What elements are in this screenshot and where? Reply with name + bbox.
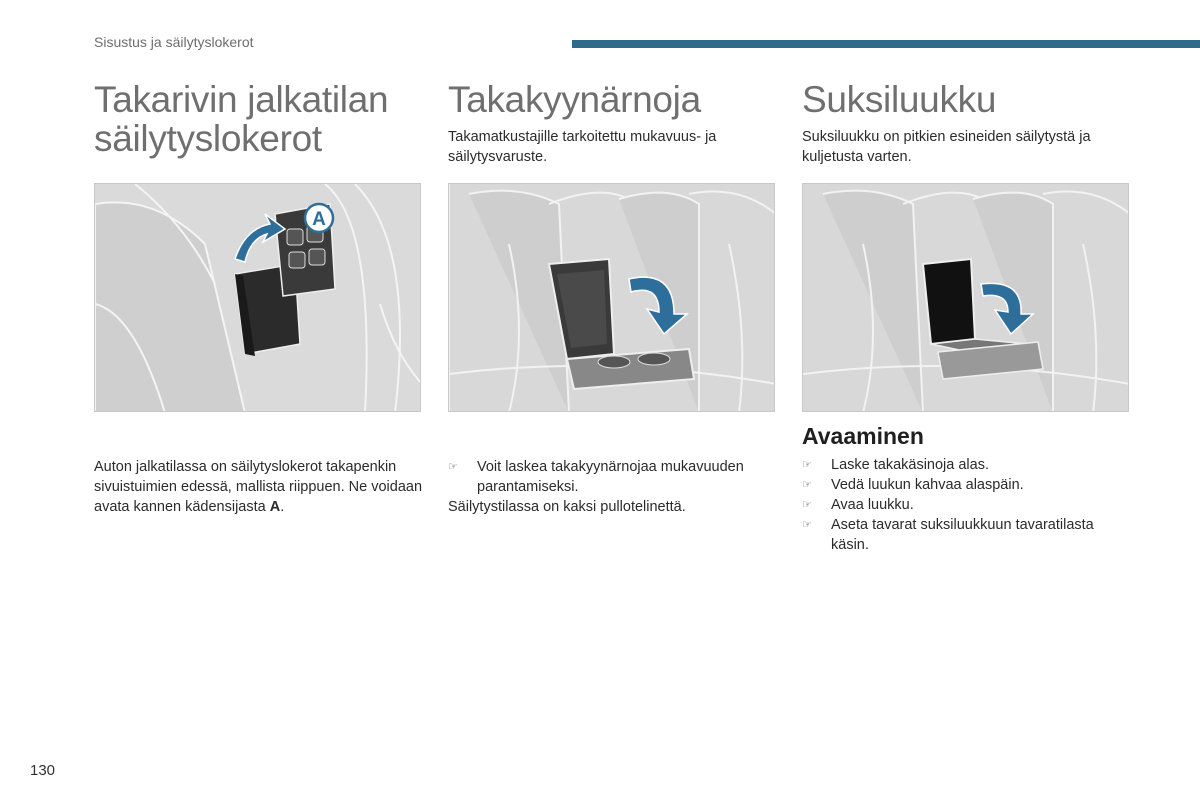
title-ski-hatch: Suksiluukku (802, 79, 997, 120)
section-label: Sisustus ja säilytyslokerot (94, 34, 254, 50)
bullet-hand-icon: ☞ (802, 459, 812, 471)
subheading-opening: Avaaminen (802, 423, 924, 449)
label-a: A (312, 209, 326, 230)
header-accent-bar (572, 40, 1200, 48)
body-text-end: . (280, 499, 285, 515)
bullet-hand-icon: ☞ (802, 499, 812, 511)
bullet-item (802, 495, 1132, 515)
intro-rear-armrest: Takamatkustajille tarkoitettu mukavuus- ja säilytysvaruste. (448, 129, 717, 165)
bullet-text: Vedä luukun kahvaa alaspäin. (831, 477, 1024, 493)
body-ski-hatch (802, 455, 1132, 555)
bullet-hand-icon: ☞ (448, 461, 458, 473)
body-text-bold-a: A (269, 499, 281, 515)
column-rear-armrest (448, 80, 778, 167)
bullet-text: Aseta tavarat suksiluukkuun tavaratilasta käsin. (831, 517, 1094, 553)
title-footwell-storage (94, 80, 424, 158)
bullet-text: Voit laskea takakyynärnojaa mukavuuden parantamiseksi. (477, 459, 744, 495)
page-number: 130 (30, 762, 56, 779)
bullet-item (802, 475, 1132, 495)
body-text-main: Auton jalkatilassa on säilytyslokerot takapenkin sivuistuimien edessä, mallista riippuen. Ne voidaan avata kannen kädensijasta (94, 459, 423, 515)
title-line-1: Takarivin jalkatilan (94, 79, 389, 120)
title-rear-armrest: Takakyynärnoja (448, 79, 701, 120)
title-line-2: säilytyslokerot (94, 118, 322, 159)
intro-ski-hatch: Suksiluukku on pitkien esineiden säilytystä ja kuljetusta varten. (802, 129, 1091, 165)
bullet-hand-icon: ☞ (802, 479, 812, 491)
illustration-footwell-storage (94, 183, 421, 412)
illustration-rear-armrest (448, 183, 775, 412)
bullet-text: Avaa luukku. (831, 497, 914, 513)
illustration-ski-hatch (802, 183, 1129, 412)
bullet-item (802, 515, 1132, 555)
body-rear-armrest (448, 457, 788, 517)
bullet-hand-icon: ☞ (802, 519, 812, 531)
note-bottle-holders: Säilytystilassa on kaksi pullotelinettä. (448, 499, 686, 515)
column-ski-hatch (802, 80, 1132, 167)
bullet-item (448, 457, 788, 497)
body-footwell-storage (94, 457, 424, 517)
bullet-text: Laske takakäsinoja alas. (831, 457, 989, 473)
column-footwell-storage (94, 80, 424, 158)
bullet-item (802, 455, 1132, 475)
